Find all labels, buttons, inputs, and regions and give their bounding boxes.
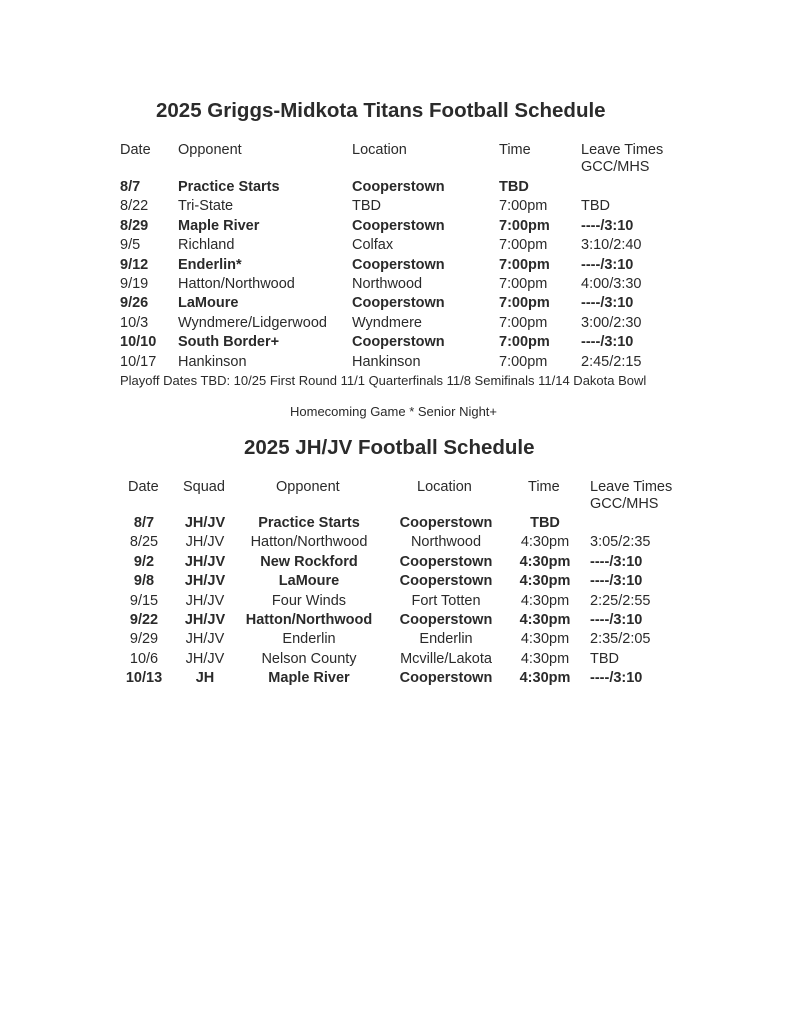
cell-location: Colfax (352, 237, 394, 254)
cell-squad: JH/JV (185, 592, 225, 609)
cell-location: Cooperstown (399, 670, 493, 687)
cell-leave: ----/3:10 (581, 334, 634, 351)
cell-date: 10/3 (120, 314, 149, 331)
cell-squad: JH/JV (184, 573, 226, 590)
cell-leave: ----/3:10 (581, 256, 634, 273)
cell-date: 9/15 (129, 592, 159, 609)
cell-time: 4:30pm (520, 534, 570, 551)
cell-squad: JH/JV (184, 553, 226, 570)
cell-location: Mcville/Lakota (400, 650, 492, 667)
cell-opponent: LaMoure (278, 573, 340, 590)
cell-leave: 2:35/2:05 (590, 631, 651, 648)
table-row (0, 256, 791, 275)
cell-leave: 4:00/3:30 (581, 276, 642, 292)
cell-time: 7:00pm (499, 295, 550, 312)
header-gcc-mhs: GCC/MHS (590, 496, 659, 512)
cell-location: Northwood (410, 534, 482, 551)
playoff-note: Playoff Dates TBD: 10/25 First Round 11/1 Quarterfinals 11/8 Semifinals 11/14 Dakota Bowl (120, 373, 647, 388)
table-row (0, 333, 791, 352)
header-date: Date (128, 479, 159, 495)
cell-date: 10/10 (120, 334, 157, 351)
cell-opponent: Hatton/Northwood (178, 276, 295, 292)
table-row (0, 353, 791, 372)
cell-date: 8/7 (120, 179, 141, 195)
cell-leave: 3:05/2:35 (590, 534, 651, 551)
cell-time: 7:00pm (499, 217, 550, 234)
cell-location: Cooperstown (352, 179, 445, 195)
cell-date: 9/2 (133, 553, 155, 570)
cell-time: 7:00pm (499, 353, 548, 370)
varsity-schedule-title: 2025 Griggs-Midkota Titans Football Schedule (156, 99, 606, 122)
table-row (0, 669, 791, 688)
cell-location: Cooperstown (399, 515, 493, 531)
cell-location: TBD (352, 198, 381, 215)
header-time: Time (499, 142, 531, 158)
cell-squad: JH/JV (184, 515, 226, 531)
cell-opponent: Practice Starts (258, 515, 360, 531)
table-row (0, 514, 791, 533)
header-opponent: Opponent (178, 142, 242, 158)
header-location: Location (352, 142, 407, 158)
cell-time: 7:00pm (499, 276, 548, 292)
cell-leave: ----/3:10 (590, 612, 643, 628)
header-gcc-mhs: GCC/MHS (581, 159, 650, 175)
cell-date: 8/22 (120, 198, 149, 215)
cell-squad: JH/JV (184, 612, 226, 628)
cell-leave: 2:45/2:15 (581, 353, 642, 370)
cell-time: TBD (499, 179, 529, 195)
cell-location: Cooperstown (399, 612, 493, 628)
cell-squad: JH/JV (185, 650, 225, 667)
jhjv-schedule-title: 2025 JH/JV Football Schedule (244, 436, 535, 459)
cell-opponent: Hatton/Northwood (250, 534, 368, 551)
cell-time: 7:00pm (499, 237, 548, 254)
cell-date: 9/12 (120, 256, 149, 273)
cell-location: Cooperstown (399, 573, 493, 590)
cell-leave: 3:00/2:30 (581, 314, 642, 331)
cell-location: Fort Totten (411, 592, 481, 609)
cell-opponent: Practice Starts (178, 179, 280, 195)
cell-opponent: Nelson County (261, 650, 357, 667)
cell-opponent: South Border+ (178, 334, 280, 351)
table-row (0, 197, 791, 216)
header-opponent: Opponent (276, 479, 340, 495)
cell-date: 10/17 (120, 353, 157, 370)
cell-leave: 2:25/2:55 (590, 592, 651, 609)
cell-date: 8/7 (133, 515, 155, 531)
cell-location: Cooperstown (352, 334, 445, 351)
cell-location: Cooperstown (352, 217, 445, 234)
cell-squad: JH (195, 670, 215, 687)
cell-opponent: Enderlin* (178, 256, 242, 273)
cell-opponent: Wyndmere/Lidgerwood (178, 314, 327, 331)
jhjv-header-row (0, 479, 791, 512)
cell-location: Enderlin (419, 631, 473, 648)
cell-date: 9/22 (129, 612, 159, 628)
header-location: Location (417, 479, 472, 495)
header-leave-times: Leave Times (590, 479, 673, 495)
homecoming-legend: Homecoming Game * Senior Night+ (290, 404, 498, 419)
table-row (0, 572, 791, 591)
cell-opponent: Enderlin (282, 631, 336, 648)
header-squad: Squad (183, 479, 225, 495)
cell-time: 7:00pm (499, 314, 548, 331)
cell-time: 4:30pm (520, 631, 570, 648)
cell-opponent: Four Winds (271, 592, 347, 609)
cell-time: 4:30pm (520, 592, 570, 609)
cell-date: 9/19 (120, 276, 149, 292)
cell-opponent: New Rockford (260, 553, 358, 570)
cell-date: 9/5 (120, 237, 141, 254)
table-row (0, 533, 791, 552)
cell-leave: ----/3:10 (590, 670, 643, 687)
cell-date: 9/8 (133, 573, 155, 590)
cell-leave: ----/3:10 (590, 573, 643, 590)
table-row (0, 611, 791, 630)
table-row (0, 592, 791, 611)
cell-date: 8/29 (120, 217, 149, 234)
cell-time: 4:30pm (519, 612, 571, 628)
cell-leave: 3:10/2:40 (581, 237, 642, 254)
cell-date: 10/6 (129, 650, 159, 667)
cell-location: Northwood (352, 276, 423, 292)
header-leave-times: Leave Times (581, 142, 664, 158)
cell-time: 7:00pm (499, 334, 550, 351)
cell-opponent: Hankinson (178, 353, 247, 370)
cell-opponent: Maple River (268, 670, 350, 687)
header-time: Time (528, 479, 560, 495)
table-row (0, 650, 791, 669)
cell-time: 7:00pm (499, 256, 550, 273)
cell-leave: TBD (590, 650, 619, 667)
cell-time: 4:30pm (519, 573, 571, 590)
cell-date: 8/25 (129, 534, 159, 551)
cell-time: 4:30pm (520, 650, 570, 667)
cell-time: 4:30pm (519, 553, 571, 570)
cell-time: TBD (530, 515, 560, 531)
table-row (0, 275, 791, 294)
header-date: Date (120, 142, 151, 158)
table-row (0, 178, 791, 197)
table-row (0, 236, 791, 255)
cell-location: Wyndmere (352, 314, 422, 331)
cell-date: 9/26 (120, 295, 149, 312)
cell-opponent: LaMoure (178, 295, 239, 312)
cell-date: 10/13 (125, 670, 163, 687)
table-row (0, 553, 791, 572)
cell-location: Cooperstown (352, 295, 445, 312)
table-row (0, 217, 791, 236)
cell-time: 7:00pm (499, 198, 548, 215)
cell-leave: TBD (581, 198, 610, 215)
cell-opponent: Hatton/Northwood (245, 612, 373, 628)
cell-location: Hankinson (352, 353, 421, 370)
table-row (0, 314, 791, 333)
cell-time: 4:30pm (519, 670, 571, 687)
varsity-header-row (0, 142, 791, 175)
cell-squad: JH/JV (185, 631, 225, 648)
cell-squad: JH/JV (185, 534, 225, 551)
cell-date: 9/29 (129, 631, 159, 648)
cell-opponent: Richland (178, 237, 235, 254)
cell-leave: ----/3:10 (581, 217, 634, 234)
cell-location: Cooperstown (399, 553, 493, 570)
cell-opponent: Tri-State (178, 198, 234, 215)
cell-leave: ----/3:10 (590, 553, 643, 570)
cell-opponent: Maple River (178, 217, 260, 234)
cell-location: Cooperstown (352, 256, 445, 273)
table-row (0, 630, 791, 649)
table-row (0, 294, 791, 313)
cell-leave: ----/3:10 (581, 295, 634, 312)
